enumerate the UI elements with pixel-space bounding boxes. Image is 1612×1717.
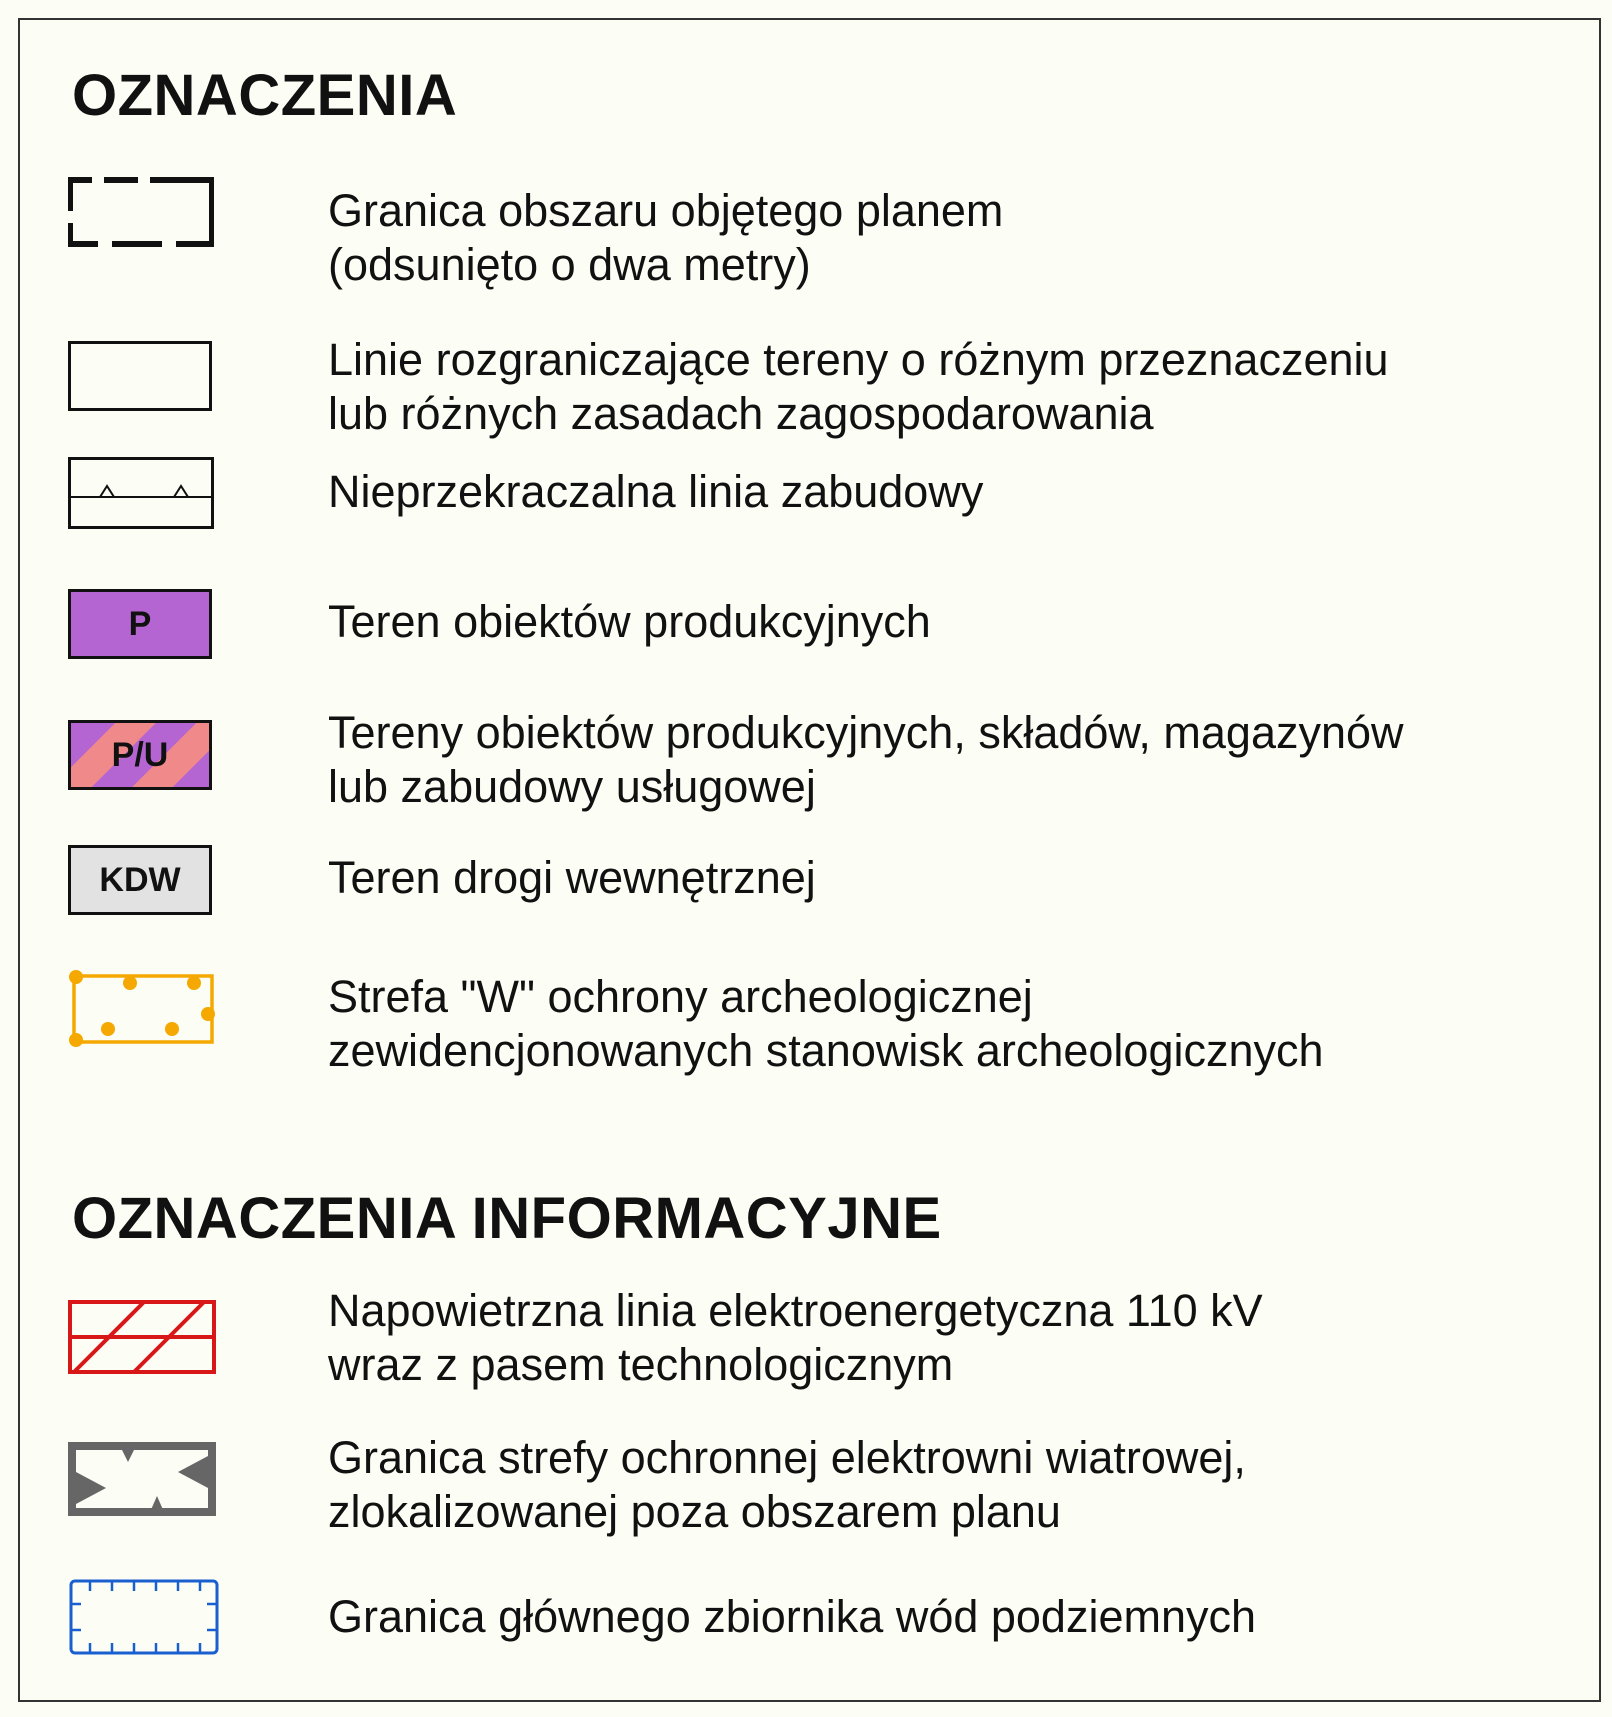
- zone-code: KDW: [68, 845, 212, 915]
- description-line-1: Tereny obiektów produkcyjnych, składów, magazynów: [328, 707, 1404, 758]
- description-line-1: Teren drogi wewnętrznej: [328, 852, 816, 903]
- legend-item-description: [328, 333, 1389, 441]
- legend-item-description: [328, 184, 1003, 292]
- legend-item-description: [328, 465, 983, 519]
- description-line-2: lub różnych zasadach zagospodarowania: [328, 388, 1154, 439]
- description-line-1: Teren obiektów produkcyjnych: [328, 596, 931, 647]
- description-line-2: wraz z pasem technologicznym: [328, 1339, 954, 1390]
- solid-boundary-icon: [68, 341, 212, 411]
- internal-road-icon: [68, 845, 212, 915]
- description-line-2: zewidencjonowanych stanowisk archeologicznych: [328, 1025, 1324, 1076]
- description-line-1: Strefa "W" ochrony archeologicznej: [328, 971, 1033, 1022]
- legend-item-description: [328, 851, 816, 905]
- info-legend-title: OZNACZENIA INFORMACYJNE: [72, 1186, 942, 1251]
- dashed-boundary-icon: [68, 173, 218, 258]
- description-line-1: Linie rozgraniczające tereny o różnym przeznaczeniu: [328, 334, 1389, 385]
- legend-item-description: [328, 706, 1404, 814]
- legend-item-description: [328, 970, 1324, 1078]
- legend-frame: [18, 18, 1601, 1702]
- zone-code: P: [68, 589, 212, 659]
- description-line-1: Nieprzekraczalna linia zabudowy: [328, 466, 984, 517]
- description-line-2: zlokalizowanej poza obszarem planu: [328, 1486, 1061, 1537]
- description-line-2: lub zabudowy usługowej: [328, 761, 816, 812]
- production-service-zone-icon: [68, 720, 212, 790]
- description-line-1: Granica głównego zbiornika wód podziemnych: [328, 1591, 1257, 1642]
- power-line-icon: [68, 1300, 218, 1381]
- description-line-1: Napowietrzna linia elektroenergetyczna 110 kV: [328, 1285, 1263, 1336]
- description-line-1: Granica obszaru objętego planem: [328, 185, 1004, 236]
- production-zone-icon: [68, 589, 212, 659]
- wind-farm-zone-icon: [68, 1442, 218, 1523]
- legend-title: OZNACZENIA: [72, 63, 458, 128]
- legend-item-description: [328, 1431, 1246, 1539]
- description-line-2: (odsunięto o dwa metry): [328, 239, 811, 290]
- archaeology-zone-icon: [68, 970, 218, 1055]
- groundwater-reservoir-icon: [68, 1578, 222, 1663]
- legend-item-description: [328, 595, 931, 649]
- building-line-icon: [68, 457, 214, 534]
- zone-code: P/U: [68, 720, 212, 790]
- description-line-1: Granica strefy ochronnej elektrowni wiatrowej,: [328, 1432, 1246, 1483]
- legend-item-description: [328, 1590, 1256, 1644]
- legend-item-description: [328, 1284, 1263, 1392]
